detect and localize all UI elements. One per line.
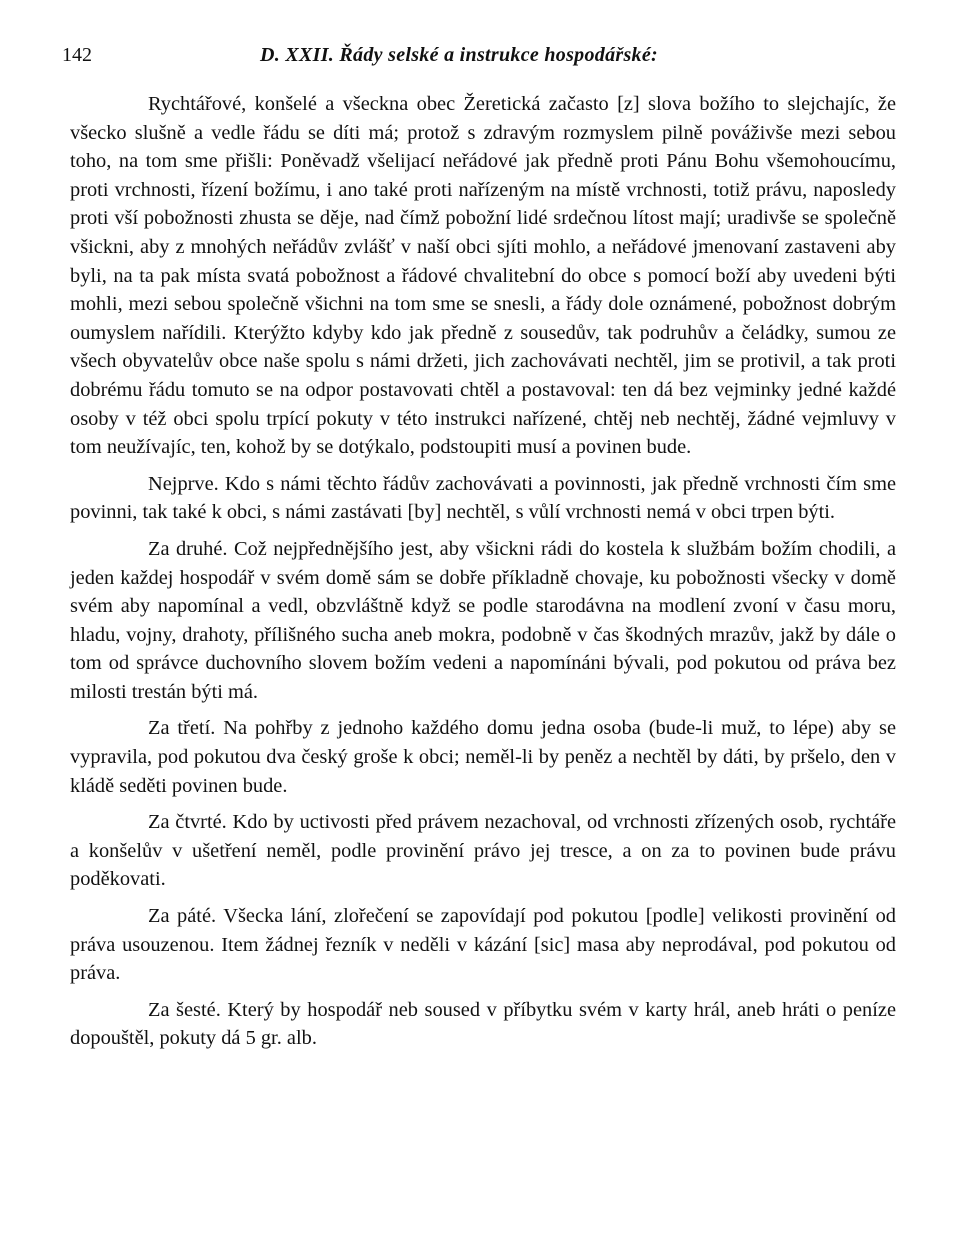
paragraph-sixth: Za šesté. Který by hospodář neb soused v příbytku svém v karty hrál, aneb hráti o peníze dopouštěl, pokuty dá 5 gr. alb. [70,998,896,1050]
paragraph-fifth: Za páté. Všecka lání, zlořečení se zapovídají pod pokutou [podle] velikosti provinění od práva usouzenou. Item žádnej řezník v neděli v kázání [sic] masa aby neprodával, pod pokutou od práva. [70,905,896,985]
paragraph-intro: Rychtářové, konšelé a všeckna obec Žeretická začasto [z] slova božího to slejchajíc, že všecko slušně a vedle řádu se díti má; protož s zdravým rozmyslem pilně pováživše mezi sebou toho, na tom sme přišli: Poněvadž všelijací neřádové jak předně proti Pánu Bohu všemohoucímu, proti vrchnosti, řízení božímu, i ano také proti nařízeným na místě vrchnosti, totiž právu, naposledy proti vší pobožnosti zhusta se děje, nad čímž pobožní lidé srdečnou lítost mají; uradivše se společně všickni, aby z mnohých neřádův zvlášť v naší obci sjíti mohlo, a neřádové jmenovaní zastaveni aby byli, na ta pak místa svatá pobožnost a řádové chvalitební do obce s pomocí boží aby uvedeni býti mohli, mezi sebou společně všichni na tom sme se snesli, a řády dole oznámené, pobožnost dobrým oumyslem nařídili. Kterýžto kdyby kdo jak předně z sousedův, tak podruhův a čeládky, sumou ze všech obyvatelův obce naše spolu s námi držeti, jich zachovávati nechtěl, jim se protivil, a tak proti dobrému řádu tomuto se na odpor postavovati chtěl a postavoval: ten dá bez vejminky jedné každé osoby v též obci spolu trpící pokuty v této instrukci nařízené, chtěj neb nechtěj, žádné vejmluvy v tom neužívajíc, ten, kohož by se dotýkalo, podstoupiti musí a povinen bude. [70,93,896,459]
body-text [70,90,896,1061]
paragraph-third: Za třetí. Na pohřby z jednoho každého domu jedna osoba (bude-li muž, to lépe) aby se vypravila, pod pokutou dva český groše k obci; neměl-li by peněz a nechtěl by dáti, by pršelo, den v kládě seděti povinen bude. [70,717,896,797]
paragraph-second: Za druhé. Což nejpřednějšího jest, aby všickni rádi do kostela k službám božím chodili, a jeden každej hospodář v svém domě sám se dobře příkladně chovaje, ku pobožnosti všecky v domě svém aby napomínal a vedl, obzvláštně když se podle starodávna na modlení zvoní v času moru, hladu, vojny, drahoty, přílišného sucha aneb mokra, podobně v čas škodných mrazův, jakž by dále o tom od správce duchovního slovem božím vedeni a napomínáni bývali, pod pokutou od práva bez milosti trestán býti má. [70,537,896,703]
page-number: 142 [62,44,92,66]
paragraph-first: Nejprve. Kdo s námi těchto řádův zachovávati a povinnosti, jak předně vrchnosti čím sme povinni, tak také k obci, s námi zastávati [by] nechtěl, s vůlí vrchnosti nemá v obci trpen býti. [70,472,896,524]
paragraph-fourth: Za čtvrté. Kdo by uctivosti před právem nezachoval, od vrchnosti zřízených osob, rychtáře a konšelův v ušetření neměl, podle provinění právo jej tresce, a on za to povinen bude právu poděkovati. [70,811,896,891]
running-head: D. XXII. Řády selské a instrukce hospodářské: [260,44,658,66]
page-header [62,44,902,76]
